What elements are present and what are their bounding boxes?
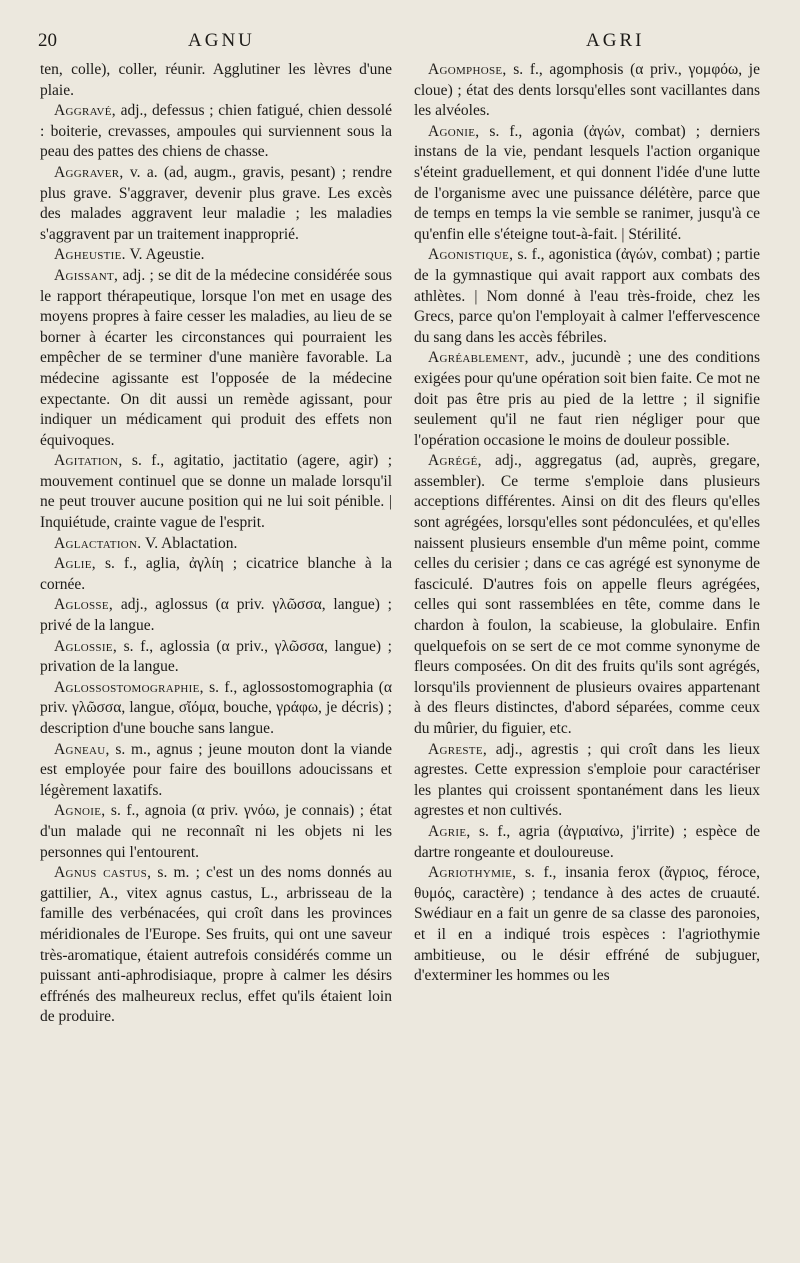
entry-headword: Agreste, — [428, 740, 488, 758]
entry-headword: Aglie, — [54, 555, 96, 573]
entry-headword: Aglactation. — [54, 534, 142, 552]
entry-headword: Agheustie. — [54, 246, 126, 264]
dictionary-entry-agreste — [414, 740, 760, 822]
entry-text: adj., defessus ; chien fatigué, chien dessolé : boiterie, crevasses, ampoules qui surviennent sous la peau des pattes des chiens de chasse. — [40, 102, 392, 161]
entry-headword: Agonie, — [428, 122, 480, 140]
dictionary-entry-agomphose — [414, 60, 760, 122]
page-header — [38, 30, 764, 56]
entry-headword: Aggravé, — [54, 102, 116, 120]
entry-text: adj., aggregatus (ad, auprès, gregare, assembler). Ce terme s'emploie dans plusieurs acceptions différentes. Ainsi on dit des fleurs qu'elles sont agrégées, lorsqu'elles sont pédonculées, et qu'elles naissent plusieurs ensemble d'un même point, comme celles du cerisier ; dans ce cas agrégé est synonyme de fasciculé. D'autres fois on appelle fleurs agrégées, celles qui sont rassemblées en tête, comme dans le chardon à foulon, la scabieuse, la globulaire. Enfin quelquefois on se sert de ce mot comme synonyme de fleurs composées. On dit des fruits qu'ils sont agrégés, lorsqu'ils proviennent de plusieurs ovaires appartenant à des fleurs distinctes, d'abord séparées, comme ceux du mûrier, du figuier, etc. — [414, 452, 760, 737]
dictionary-entry-agneau — [40, 740, 392, 802]
entry-text: s. f., agitatio, jactitatio (agere, agir) ; mouvement continuel que se donne un malade lorsqu'il ne peut trouver aucune position qui ne lui soit pénible. | Inquiétude, crainte vague de l'esprit. — [40, 452, 392, 532]
dictionary-entry-agissant — [40, 266, 392, 451]
entry-headword: Agonistique, — [428, 246, 514, 264]
entry-headword: Agomphose, — [428, 61, 507, 78]
entry-text: s. f., agria (ἀγριαίνω, j'irrite) ; espèce de dartre rongeante et douloureuse. — [414, 822, 760, 861]
entry-text: v. a. (ad, augm., gravis, pesant) ; rendre plus grave. S'aggraver, devenir plus grave. Les excès des malades aggravent leur maladie ; les maladies s'aggravent par un traitement inapproprié. — [40, 163, 392, 243]
left-column — [40, 60, 392, 1255]
dictionary-entry-agitation — [40, 451, 392, 533]
entry-text: s. f., aglia, ἀγλίη ; cicatrice blanche à la cornée. — [40, 555, 392, 593]
dictionary-entry-aglossostomographie — [40, 678, 392, 740]
dictionary-entry-agonistique — [414, 245, 760, 348]
dictionary-entry-aglactation — [40, 534, 392, 555]
entry-headword: Agriothymie, — [428, 864, 517, 882]
dictionary-entry-agnoie — [40, 801, 392, 863]
entry-headword: Aglosse, — [54, 596, 114, 614]
entry-headword: Agneau, — [54, 740, 110, 758]
entry-text: adj. ; se dit de la médecine considérée sous le rapport thérapeutique, lorsque l'on met en usage des moyens propres à faire cesser les maladies, au lieu de se borner à écarter les circonstances qui pourraient les empêcher de se terminer d'une manière favorable. La médecine agissante est l'opposée de la médecine expectante. On dit aussi un remède agissant, pour indiquer un médicament qui produit des effets non équivoques. — [40, 266, 392, 449]
dictionary-entry-aglossie — [40, 637, 392, 678]
dictionary-entry-agheustie — [40, 245, 392, 266]
entry-headword: Agrégé, — [428, 452, 482, 470]
dictionary-entry-agonie — [414, 122, 760, 246]
page-number: 20 — [38, 30, 57, 51]
dictionary-entry-aglie — [40, 554, 392, 595]
entry-text: V. Ablactation. — [141, 534, 238, 552]
running-head-left: AGNU — [188, 30, 255, 51]
dictionary-entry-cont — [40, 60, 392, 101]
entry-headword: Agrie, — [428, 822, 471, 840]
dictionary-entry-agriothymie — [414, 863, 760, 987]
entry-text: s. f., insania ferox (ἄγριος, féroce, θυμός, caractère) ; tendance à des actes de cruauté. Swédiaur en a fait un genre de sa classe des paronoies, et il en a indiqué trois espèces : l'agriothymie ambitieuse, ou le désir effréné de subjuguer, d'exterminer les hommes ou les — [414, 864, 760, 985]
entry-text: adj., aglossus (α priv. γλῶσσα, langue) ; privé de la langue. — [40, 596, 392, 635]
entry-text: s. m., agnus ; jeune mouton dont la viande est employée pour faire des bouillons adoucissans et légèrement laxatifs. — [40, 740, 392, 799]
entry-headword: Agnus castus, — [54, 864, 152, 882]
entry-headword: Agissant, — [54, 266, 119, 284]
entry-headword: Aglossostomographie, — [54, 678, 204, 696]
entry-headword: Aggraver, — [54, 163, 124, 181]
dictionary-entry-agreablement — [414, 348, 760, 451]
dictionary-entry-agnus_castus — [40, 863, 392, 1028]
entry-text: s. f., agonia (ἀγών, combat) ; derniers instans de la vie, pendant lesquels l'action organique s'éteint graduellement, et qui donnent l'idée d'une lutte de l'organisme avec une puissance délétère, parce que de temps en temps la vie semble se ranimer, jusqu'à ce qu'enfin elle s'éteigne tout-à-fait. | Stérilité. — [414, 122, 760, 243]
entry-text: s. f., agomphosis (α priv., γομφόω, je cloue) ; état des dents lorsqu'elles sont vacillantes dans les alvéoles. — [414, 61, 760, 120]
entry-headword: Agréablement, — [428, 349, 529, 367]
entry-text: adv., jucundè ; une des conditions exigées pour qu'une opération soit bien faite. Ce mot ne doit pas être pris au pied de la lettre ; il signifie seulement qu'il ne faut rien négliger pour que l'opération occasione le moins de douleur possible. — [414, 349, 760, 449]
entry-text: V. Ageustie. — [125, 246, 205, 264]
entry-headword: Aglossie, — [54, 637, 117, 655]
running-head-right: AGRI — [586, 30, 645, 51]
entry-text: s. f., aglossia (α priv., γλῶσσα, langue) ; privation de la langue. — [40, 637, 392, 676]
entry-text: ten, colle), coller, réunir. Agglutiner les lèvres d'une plaie. — [40, 61, 392, 99]
entry-headword: Agnoie, — [54, 802, 106, 820]
entry-text: s. m. ; c'est un des noms donnés au gattilier, A., vitex agnus castus, L., arbrisseau de la famille des verbénacées, qui croît dans les provinces méridionales de l'Europe. Ses fruits, qui ont une saveur très-aromatique, étaient autrefois considérés comme un puissant anti-aphrodisiaque, propre à calmer les désirs effrénés des malheureux reclus, effet qu'ils étaient loin de produire. — [40, 864, 392, 1026]
dictionary-entry-aggrave — [40, 101, 392, 163]
entry-text: s. f., aglossostomographia (α priv. γλῶσσα, langue, σἴόμα, bouche, γράφω, je décris) ; description d'une bouche sans langue. — [40, 678, 392, 737]
dictionary-entry-aggraver — [40, 163, 392, 245]
dictionary-entry-agrege — [414, 451, 760, 739]
right-column — [414, 60, 760, 1255]
entry-headword: Agitation, — [54, 452, 123, 470]
entry-text: s. f., agonistica (ἀγών, combat) ; partie de la gymnastique qui avait rapport aux combats des athlètes. | Nom donné à l'eau très-froide, chez les Grecs, parce qu'on l'employait à calmer l'effervescence du sang dans les accès fébriles. — [414, 246, 760, 346]
dictionary-entry-aglosse — [40, 595, 392, 636]
dictionary-entry-agrie — [414, 822, 760, 863]
entry-text: adj., agrestis ; qui croît dans les lieux agrestes. Cette expression s'emploie pour caractériser les plantes qui croissent spontanément dans les lieux agrestes et non cultivés. — [414, 740, 760, 820]
entry-text: s. f., agnoia (α priv. γνόω, je connais) ; état d'un malade qui ne reconnaît ni les objets ni les personnes qui l'entourent. — [40, 802, 392, 861]
